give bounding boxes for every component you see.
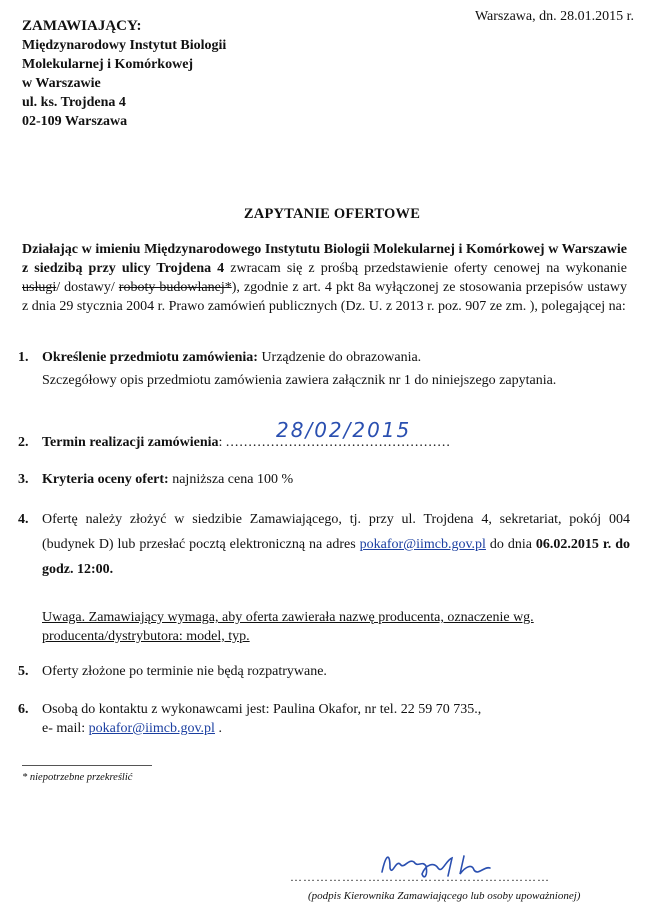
- ordering-party-line: ul. ks. Trojdena 4: [22, 95, 126, 110]
- deadline: 06.02.2015 r. do godz. 12:00.: [42, 537, 631, 577]
- item-number: 4.: [18, 512, 29, 527]
- struck-option: usługi: [22, 280, 57, 295]
- handwritten-date: 28/02/2015: [276, 418, 412, 442]
- item-colon: :: [218, 435, 223, 450]
- fill-in-dots: ..................................................: [225, 435, 451, 450]
- document-title: ZAPYTANIE OFERTOWE: [243, 206, 421, 222]
- contact-email-label: e- mail:: [42, 721, 89, 736]
- item-number: 6.: [18, 702, 29, 717]
- list-item: [18, 348, 630, 388]
- footnote-divider: [22, 765, 152, 766]
- ordering-party-line: Międzynarodowy Instytut Biologii: [22, 38, 227, 53]
- ordering-party-line: 02-109 Warszawa: [22, 114, 128, 129]
- item-text: do dnia: [485, 537, 536, 552]
- footnote: * niepotrzebne przekreślić: [22, 772, 133, 783]
- intro-text: zwracam się z prośbą przedstawienie oferty cenowej na wykonanie: [224, 261, 627, 276]
- email-link[interactable]: pokafor@iimcb.gov.pl: [88, 721, 215, 736]
- item-body: Osobą do kontaktu z wykonawcami jest: Paulina Okafor, nr tel. 22 59 70 735., e- mail: pokafor@iimcb.gov.pl .: [42, 700, 630, 738]
- item-number: 1.: [18, 350, 29, 365]
- item-number: 5.: [18, 664, 29, 679]
- item-number: 2.: [18, 435, 29, 450]
- intro-text: / dostawy/: [56, 280, 119, 295]
- intro-text: ), zgodnie z art. 4 pkt 8a wyłączonej ze stosowania przepisów ustawy z dnia 29 stycznia 2004 r. Prawo zamówień publicznych (Dz. U. z 2013 r. poz. 907 ze zm. ), polegającej na:: [22, 280, 627, 314]
- email-link[interactable]: pokafor@iimcb.gov.pl: [359, 537, 486, 552]
- item-body: [42, 507, 630, 582]
- item-value: Urządzenie do obrazowania.: [257, 350, 422, 365]
- ordering-party-line: Molekularnej i Komórkowej: [22, 57, 194, 72]
- ordering-party-label: ZAMAWIAJĄCY:: [22, 18, 142, 34]
- item-detail: Szczegółowy opis przedmiotu zamówienia zawiera załącznik nr 1 do niniejszego zapytania.: [42, 373, 557, 388]
- struck-option: roboty budowlanej*: [118, 280, 232, 295]
- list-item: [18, 418, 630, 452]
- item-label: Określenie przedmiotu zamówienia:: [42, 350, 258, 365]
- item-value: najniższa cena 100 %: [168, 472, 294, 487]
- note-text: Uwaga. Zamawiający wymaga, aby oferta zawierała nazwę producenta, oznaczenie wg. producenta/dystrybutora: model, typ.: [42, 610, 534, 644]
- document-date: Warszawa, dn. 28.01.2015 r.: [474, 9, 634, 24]
- intro-bold: Działając w imieniu Międzynarodowego Instytutu Biologii Molekularnej i Komórkowej w Warszawie z siedzibą przy ulicy Trojdena 4: [22, 242, 627, 276]
- signature-caption: (podpis Kierownika Zamawiającego lub osoby upoważnionej): [308, 890, 581, 902]
- item-label: Termin realizacji zamówienia: [42, 435, 219, 450]
- item-label: Kryteria oceny ofert:: [42, 472, 169, 487]
- list-item: [18, 470, 630, 489]
- intro-paragraph: [22, 240, 627, 316]
- item-body: Oferty złożone po terminie nie będą rozpatrywane.: [42, 664, 327, 679]
- ordering-party-line: w Warszawie: [22, 76, 101, 91]
- ordering-party-block: [22, 17, 226, 131]
- item-body: [42, 470, 630, 489]
- item-text: Ofertę należy złożyć w siedzibie Zamawiającego, tj. przy ul. Trojdena 4, sekretariat, pokój 004 (budynek D) lub przesłać pocztą elektroniczną na adres: [42, 512, 630, 552]
- list-item: [18, 510, 631, 644]
- list-item: [18, 700, 630, 736]
- item-body: [42, 346, 630, 392]
- list-item: [18, 662, 630, 681]
- contact-text: Osobą do kontaktu z wykonawcami jest: Paulina Okafor, nr tel. 22 59 70 735.,: [42, 702, 482, 717]
- signature-dots: ……………………………………………………: [290, 870, 550, 884]
- item-number: 3.: [18, 472, 29, 487]
